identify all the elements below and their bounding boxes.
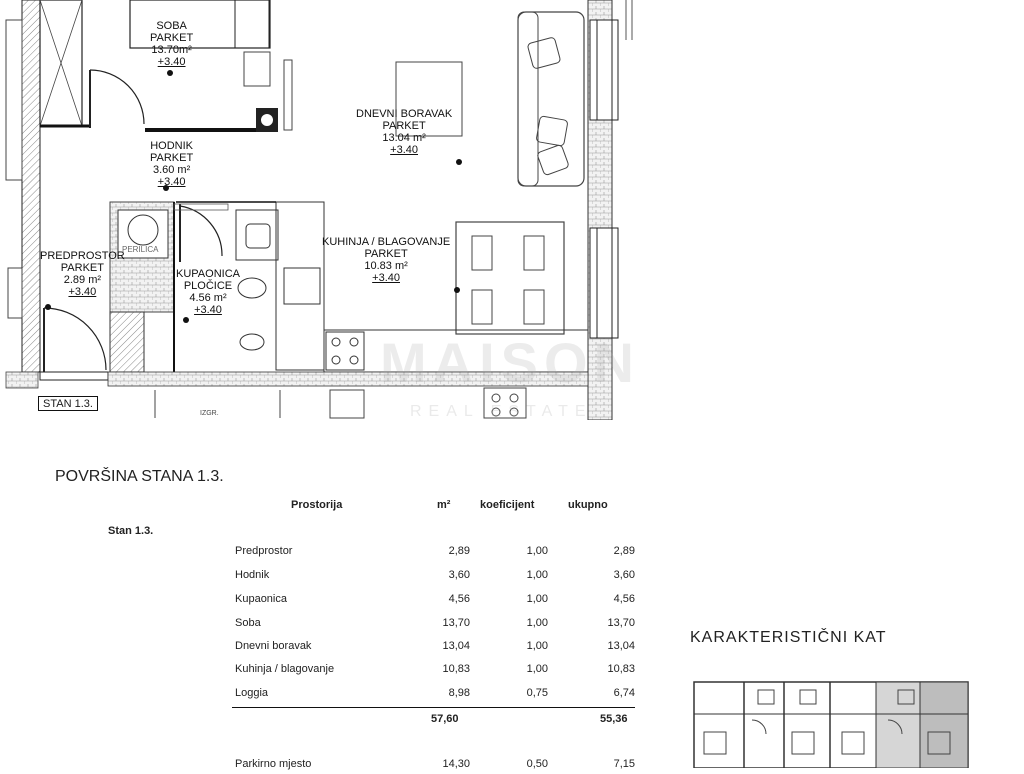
table-row-parking: Parkirno mjesto 14,30 0,50 7,15 <box>235 758 635 770</box>
room-label-kuhinja: KUHINJA / BLAGOVANJE PARKET 10.83 m² +3.40 <box>322 236 451 284</box>
header-coef: koeficijent <box>480 499 535 511</box>
table-row: Dnevni boravak 13,04 1,00 13,04 <box>235 640 635 652</box>
room-label-soba: SOBA PARKET 13.70m² +3.40 <box>150 20 194 68</box>
small-plan-label: IZGR. <box>200 410 219 417</box>
header-room: Prostorija <box>291 499 343 511</box>
left-outer-wall <box>22 0 40 372</box>
typical-floor-title: KARAKTERISTIČNI KAT <box>690 629 887 646</box>
room-label-kupaonica: KUPAONICA PLOČICE 4.56 m² +3.40 <box>176 268 240 316</box>
typical-floor-mini-plan <box>692 680 972 768</box>
unit-tag: STAN 1.3. <box>38 396 98 411</box>
totals-divider <box>232 707 635 708</box>
header-total: ukupno <box>568 499 608 511</box>
watermark-brand: MAISON <box>380 331 640 394</box>
room-label-hodnik: HODNIK PARKET 3.60 m² +3.40 <box>150 140 194 188</box>
table-row: Kupaonica 4,56 1,00 4,56 <box>235 593 635 605</box>
table-row: Soba 13,70 1,00 13,70 <box>235 617 635 629</box>
total-m2: 57,60 <box>431 713 459 725</box>
watermark-sub: REAL ESTATE <box>410 403 593 420</box>
table-row: Hodnik 3,60 1,00 3,60 <box>235 569 635 581</box>
area-table-title: POVRŠINA STANA 1.3. <box>55 468 224 485</box>
table-row: Kuhinja / blagovanje 10,83 1,00 10,83 <box>235 663 635 675</box>
header-m2: m² <box>437 499 451 511</box>
table-row: Loggia 8,98 0,75 6,74 <box>235 687 635 699</box>
washer-label: PERILICA <box>122 245 159 254</box>
room-label-dnevni-boravak: DNEVNI BORAVAK PARKET 13.04 m² +3.40 <box>356 108 453 156</box>
table-row: Predprostor 2,89 1,00 2,89 <box>235 545 635 557</box>
total-sum: 55,36 <box>600 713 628 725</box>
unit-label: Stan 1.3. <box>108 525 154 537</box>
room-label-predprostor: PREDPROSTOR PARKET 2.89 m² +3.40 <box>40 250 125 298</box>
